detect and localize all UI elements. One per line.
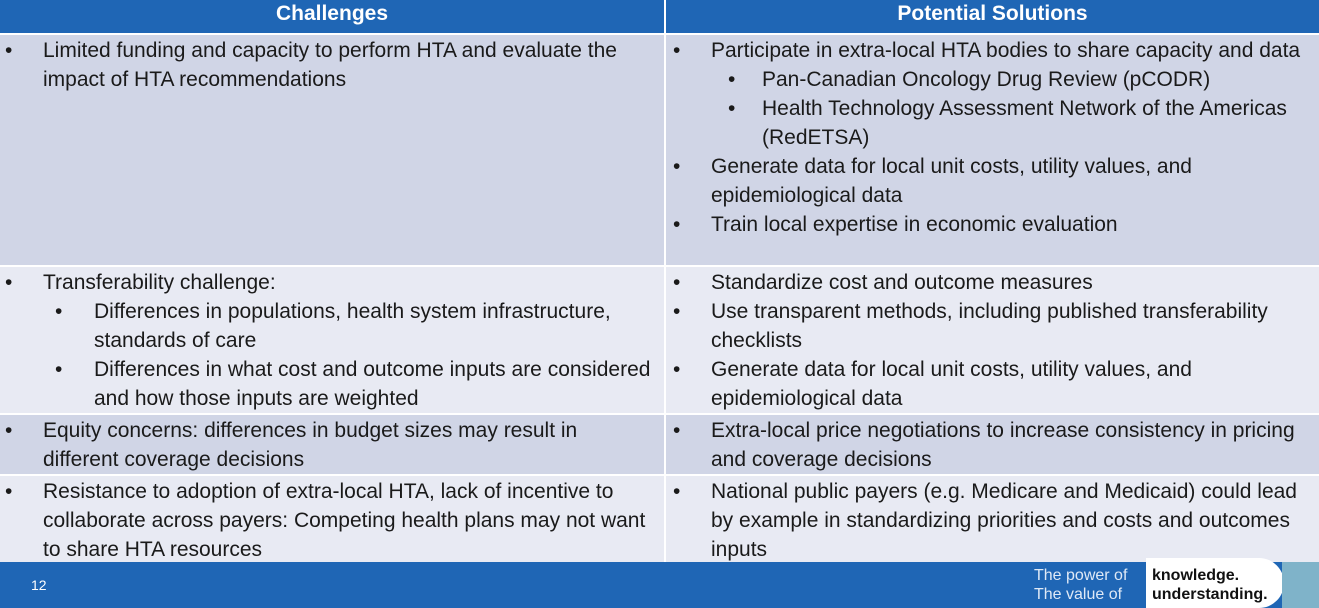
- solution-cell: [665, 414, 1319, 475]
- solution-cell: [665, 475, 1319, 564]
- challenge-sub-bullet: • Differences in populations, health system infrastructure, standards of care: [0, 297, 664, 355]
- challenge-cell: [0, 34, 665, 266]
- tagline: [1034, 566, 1127, 604]
- table-row: [0, 475, 1319, 564]
- challenge-bullet: • Resistance to adoption of extra-local HTA, lack of incentive to collaborate across payers: Competing health plans may not want to share HTA resources: [0, 477, 664, 564]
- challenge-cell: [0, 475, 665, 564]
- solution-bullet: • Generate data for local unit costs, utility values, and epidemiological data: [666, 152, 1319, 210]
- header-potential-solutions: Potential Solutions: [665, 0, 1319, 34]
- challenge-cell: [0, 414, 665, 475]
- table-header-row: [0, 0, 1319, 34]
- solution-cell: [665, 266, 1319, 414]
- tagline-prefix-2: The value of: [1034, 586, 1123, 603]
- solution-bullet: • Generate data for local unit costs, utility values, and epidemiological data: [666, 355, 1319, 413]
- solution-bullet: • Use transparent methods, including published transferability checklists: [666, 297, 1319, 355]
- challenge-cell: [0, 266, 665, 414]
- solution-bullet: • Standardize cost and outcome measures: [666, 268, 1319, 297]
- solution-sub-bullet: • Health Technology Assessment Network of the Americas (RedETSA): [666, 94, 1319, 152]
- table-row: [0, 414, 1319, 475]
- table-row: [0, 34, 1319, 266]
- table-row: [0, 266, 1319, 414]
- solution-cell: [665, 34, 1319, 266]
- footer-accent-bar: [1282, 562, 1319, 608]
- tagline-word-knowledge: knowledge.: [1152, 567, 1240, 584]
- page-number: 12: [31, 577, 47, 593]
- tagline-word-understanding: understanding.: [1152, 586, 1268, 603]
- challenge-bullet: • Equity concerns: differences in budget sizes may result in different coverage decisions: [0, 416, 664, 474]
- solution-bullet: • Train local expertise in economic evaluation: [666, 210, 1319, 239]
- solution-bullet: • Participate in extra-local HTA bodies to share capacity and data: [666, 36, 1319, 65]
- solution-bullet: • National public payers (e.g. Medicare and Medicaid) could lead by example in standardizing priorities and costs and outcomes inputs: [666, 477, 1319, 564]
- solution-sub-bullet: • Pan-Canadian Oncology Drug Review (pCODR): [666, 65, 1319, 94]
- challenge-sub-bullet: • Differences in what cost and outcome inputs are considered and how those inputs are weighted: [0, 355, 664, 413]
- challenge-bullet: • Limited funding and capacity to perform HTA and evaluate the impact of HTA recommendations: [0, 36, 664, 94]
- tagline-highlight-box: [1146, 558, 1284, 608]
- solution-bullet: • Extra-local price negotiations to increase consistency in pricing and coverage decisions: [666, 416, 1319, 474]
- tagline-prefix-1: The power of: [1034, 567, 1128, 584]
- slide-footer: [0, 562, 1319, 608]
- challenge-bullet: • Transferability challenge:: [0, 268, 664, 297]
- header-challenges: Challenges: [0, 0, 665, 34]
